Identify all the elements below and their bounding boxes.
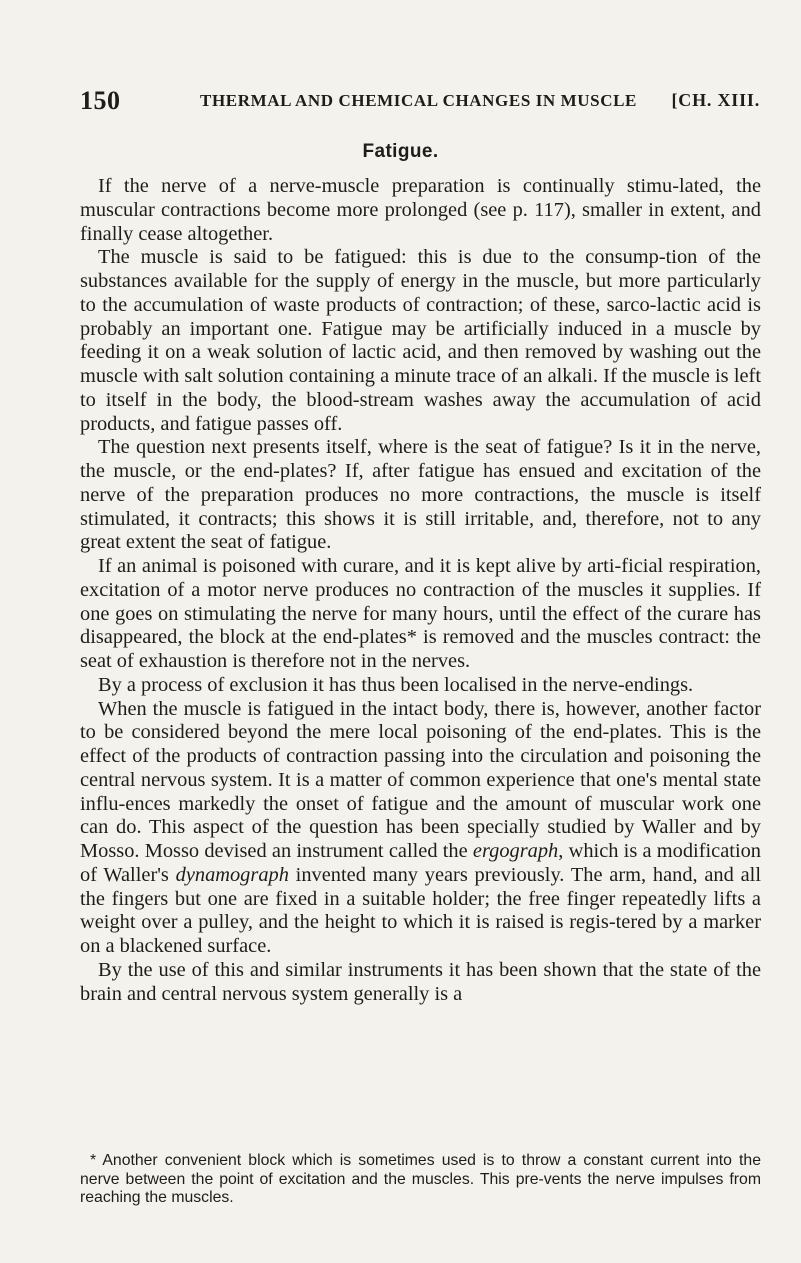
paragraph-text: By a process of exclusion it has thus been localised in the nerve-endings. [98,673,694,696]
chapter-reference: [CH. XIII. [671,90,760,110]
paragraph [80,175,761,246]
paragraph [80,698,761,959]
running-head: THERMAL AND CHEMICAL CHANGES IN MUSCLE [200,91,637,110]
italic-term: ergograph [472,840,559,862]
paragraph [80,436,761,555]
page-number: 150 [80,86,121,115]
paragraph-text: When the muscle is fatigued in the intact body, there is, however, another factor to be considered beyond the mere local poisoning of the end-plates. This is the effect of the products of contraction passing into the circulation and poisoning the central nervous system. It is a matter of common experience that one's mental state influ-ences markedly the onset of fatigue and the amount of muscular work one can do. This aspect of the question has been specially studied by Waller and by Mosso. Mosso devised an instrument called the [80,697,761,862]
paragraph-text: The question next presents itself, where is the seat of fatigue? Is it in the nerve, the muscle, or the end-plates? If, after fatigue has ensued and excitation of the nerve of the preparation produces no more contractions, the muscle is itself stimulated, it contracts; this shows it is still irritable, and, therefore, not to any great extent the seat of fatigue. [80,436,761,554]
paragraph-text: If an animal is poisoned with curare, and it is kept alive by arti-ficial respiration, excitation of a motor nerve produces no contraction of the muscles it supplies. If one goes on stimulating the nerve for many hours, until the effect of the curare has disappeared, the block at the end-plates* is removed and the muscles contract: the seat of exhaustion is therefore not in the nerves. [80,555,761,672]
paragraph-text: If the nerve of a nerve-muscle preparation is continually stimu-lated, the muscular contractions become more prolonged (see p. 117), smaller in extent, and finally cease altogether. [80,175,761,245]
paragraph-text: invented many years previously. The arm, hand, and all the fingers but one are fixed in a suitable holder; the free finger repeatedly lifts a weight over a pulley, and the height to which it is raised is regis-tered by a marker on a blackened surface. [80,863,761,957]
paragraph-text: , which is a modification of Waller's [80,840,762,886]
page-header [80,86,760,114]
footnote [80,1152,761,1208]
paragraph [80,246,761,436]
section-title: Fatigue. [362,141,439,162]
paragraph [80,674,761,698]
paragraph-text: The muscle is said to be fatigued: this is due to the consump-tion of the substances available for the supply of energy in the muscle, but more particularly to the accumulation of waste products of contraction; of these, sarco-lactic acid is probably an important one. Fatigue may be artificially induced in a muscle by feeding it on a weak solution of lactic acid, and then removed by washing out the muscle with salt solution containing a minute trace of an alkali. If the muscle is left to itself in the body, the blood-stream washes away the accumulation of acid products, and fatigue passes off. [80,246,761,435]
italic-term: dynamograph [175,863,289,886]
paragraph [80,959,761,1007]
paragraph-text: By the use of this and similar instruments it has been shown that the state of the brain and central nervous system generally is a [80,958,761,1005]
footnote-text: * Another convenient block which is sometimes used is to throw a constant current into the nerve between the point of excitation and the muscles. This pre-vents the nerve impulses from reaching the muscles. [80,1152,761,1206]
paragraph [80,555,761,674]
body-text [80,175,761,1006]
